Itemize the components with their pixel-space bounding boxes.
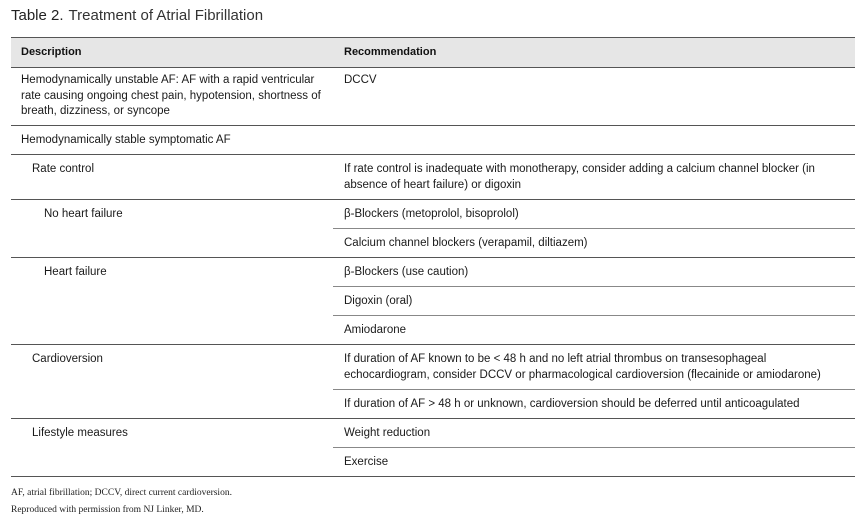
cell-rate-control-recommendation: If rate control is inadequate with monotherapy, consider adding a calcium channel blocker (in absence of heart failure) or digoxin (344, 163, 815, 191)
table-name: Treatment of Atrial Fibrillation (68, 7, 264, 24)
cell-cardioversion-description: Cardioversion (32, 353, 103, 365)
cell-lifestyle-recommendation-2: Exercise (344, 456, 389, 468)
cell-hf-recommendation-3: Amiodarone (344, 324, 407, 336)
sub-row-divider (333, 315, 855, 316)
header-recommendation: Recommendation (344, 46, 437, 58)
cell-lifestyle-description: Lifestyle measures (32, 427, 128, 439)
sub-row-divider (333, 228, 855, 229)
table-bottom-border (11, 476, 855, 477)
row-divider (11, 418, 855, 419)
cell-hf-recommendation-2: Digoxin (oral) (344, 295, 413, 307)
treatment-table (11, 37, 855, 468)
cell-hf-description: Heart failure (44, 266, 107, 278)
footnote-abbreviations: AF, atrial fibrillation; DCCV, direct current cardioversion. (11, 488, 232, 498)
table-number: Table 2. (11, 7, 64, 24)
row-divider (11, 344, 855, 345)
cell-no-hf-description: No heart failure (44, 208, 123, 220)
cell-no-hf-recommendation-1: β-Blockers (metoprolol, bisoprolol) (344, 208, 519, 220)
table-header-row (11, 38, 855, 68)
cell-hf-recommendation-1: β-Blockers (use caution) (344, 266, 469, 278)
cell-unstable-description: Hemodynamically unstable AF: AF with a rapid ventricular rate causing ongoing chest pain, hypotension, shortness of breath, dizziness, or syncope (21, 74, 321, 117)
sub-row-divider (333, 389, 855, 390)
cell-unstable-recommendation: DCCV (344, 74, 377, 86)
cell-rate-control-description: Rate control (32, 163, 95, 175)
cell-lifestyle-recommendation-1: Weight reduction (344, 427, 431, 439)
row-divider (11, 257, 855, 258)
header-description: Description (21, 46, 82, 58)
sub-row-divider (333, 447, 855, 448)
row-divider (11, 125, 855, 126)
table-title (11, 7, 263, 24)
row-divider (11, 154, 855, 155)
cell-stable-description: Hemodynamically stable symptomatic AF (21, 134, 231, 146)
row-divider (11, 199, 855, 200)
footnote-permission: Reproduced with permission from NJ Linker, MD. (11, 505, 204, 515)
sub-row-divider (333, 286, 855, 287)
cell-cardioversion-recommendation-2: If duration of AF > 48 h or unknown, cardioversion should be deferred until anticoagulated (344, 398, 800, 410)
cell-cardioversion-recommendation-1: If duration of AF known to be < 48 h and no left atrial thrombus on transesophageal echocardiogram, consider DCCV or pharmacological cardioversion (flecainide or amiodarone) (344, 353, 821, 381)
cell-no-hf-recommendation-2: Calcium channel blockers (verapamil, diltiazem) (344, 237, 588, 249)
